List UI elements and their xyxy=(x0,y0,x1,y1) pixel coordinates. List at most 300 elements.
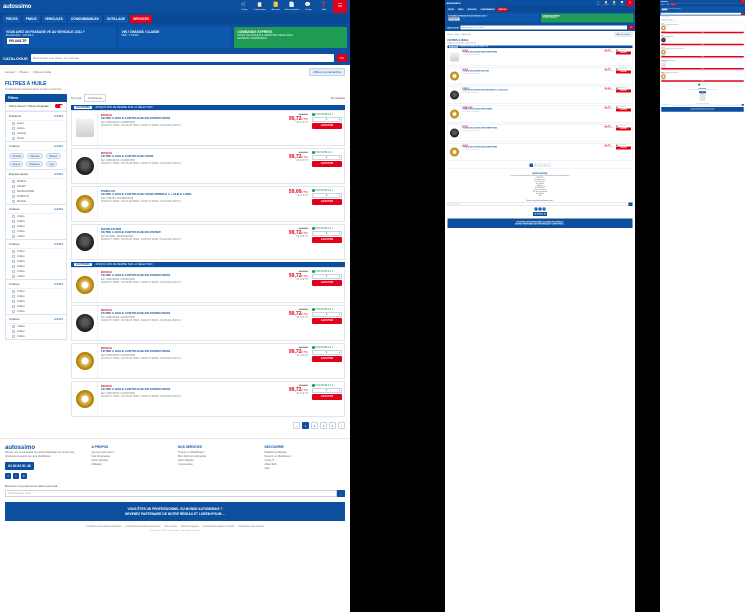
nav-item-pieces[interactable]: PIECES xyxy=(448,8,454,11)
facebook-icon[interactable]: f xyxy=(5,473,11,479)
footer-link[interactable]: Affiliation xyxy=(91,463,102,467)
checkbox[interactable] xyxy=(12,270,15,273)
nav-item-consommables[interactable]: CONSOMMABLES xyxy=(480,8,495,11)
pagination-next[interactable]: › xyxy=(338,422,345,429)
add-to-cart-button[interactable]: AJOUTER xyxy=(616,89,631,92)
product-brand: BOSCH xyxy=(101,384,112,389)
footer-phone[interactable]: 04 84 84 51 48 xyxy=(699,91,706,93)
product-row[interactable] xyxy=(71,343,345,379)
product-pricing xyxy=(595,68,615,85)
breadcrumb-item-accueil[interactable]: Accueil xyxy=(661,16,664,18)
qty-plus-icon[interactable]: + xyxy=(338,350,340,354)
product-row[interactable] xyxy=(71,224,345,260)
breadcrumb-item-pieces[interactable]: Pièces xyxy=(454,33,460,36)
footer-link[interactable]: Plateforme Réseau xyxy=(699,100,706,101)
linkedin-icon[interactable]: in xyxy=(543,208,545,210)
checkbox[interactable] xyxy=(12,290,15,293)
checkbox[interactable] xyxy=(12,190,15,193)
add-to-cart-button[interactable]: AJOUTER xyxy=(661,56,744,58)
pagination-page-4[interactable]: 4 xyxy=(544,164,545,167)
qty-plus-icon[interactable]: + xyxy=(338,155,340,159)
add-to-cart-button[interactable]: AJOUTER xyxy=(312,123,342,129)
pagination-page-3[interactable]: 3 xyxy=(539,164,541,167)
promo-card-express[interactable] xyxy=(541,14,634,23)
product-name[interactable]: FILTRE A HUILE CARTOUCHE EN PAPIER xyxy=(101,230,161,235)
old-price: 104,90 € xyxy=(298,346,308,350)
nav-item-services[interactable]: SERVICES xyxy=(130,15,152,23)
footer xyxy=(0,438,350,542)
legal-link[interactable]: Plan du site xyxy=(164,525,177,529)
add-to-cart-button[interactable]: AJOUTER xyxy=(616,108,631,111)
price-value: 99,72 xyxy=(288,154,302,161)
nav-item-outillage[interactable]: OUTILLAGE xyxy=(104,15,128,23)
newsletter-email-input[interactable]: Votre adresse email xyxy=(661,104,742,106)
add-to-cart-button[interactable]: AJOUTER xyxy=(312,394,342,400)
facet-option[interactable] xyxy=(6,199,66,204)
catalogue-search-input[interactable]: Rechercher une pièce, un véhicule... xyxy=(460,26,626,30)
facet-title: Critères xyxy=(9,282,20,287)
quantity-stepper[interactable] xyxy=(312,193,342,198)
qty-minus-icon[interactable]: - xyxy=(314,274,315,278)
forum-icon[interactable]: 💬 Forum xyxy=(620,0,624,6)
footer-link[interactable]: Mon Point à la demande xyxy=(532,191,548,193)
checkbox[interactable] xyxy=(12,137,15,140)
product-card[interactable] xyxy=(661,22,745,37)
pagination-prev[interactable]: ‹ xyxy=(293,422,300,429)
checkbox[interactable] xyxy=(12,235,15,238)
nav-item-vehicules[interactable]: VEHICULES xyxy=(467,8,477,11)
product-name[interactable]: FILTRE A HUILE CARTOUCHE EN PAPIER P9249 xyxy=(101,116,171,121)
qty-plus-icon[interactable]: + xyxy=(338,231,340,235)
product-thumbnail[interactable] xyxy=(72,268,98,302)
checkbox[interactable] xyxy=(12,330,15,333)
quantity-stepper[interactable] xyxy=(312,312,342,317)
footer-link[interactable]: Qui sommes-nous ? xyxy=(699,94,706,95)
pagination-page-2[interactable]: 2 xyxy=(535,164,536,167)
checkbox[interactable] xyxy=(12,260,15,263)
tablet-inner xyxy=(445,0,635,234)
twitter-icon[interactable]: t xyxy=(13,473,19,479)
nav-item-consommables[interactable]: CONSOMMABLES xyxy=(68,15,102,23)
facet-group-criteres-3 xyxy=(5,280,67,315)
product-thumbnail[interactable] xyxy=(72,149,98,183)
legal-link[interactable]: Conditions Générales d'utilisation xyxy=(86,525,122,529)
product-info xyxy=(461,106,595,123)
qty-plus-icon[interactable]: + xyxy=(338,117,340,121)
footer-social xyxy=(448,208,633,211)
footer-link[interactable]: Oyoty-IT xyxy=(264,459,275,463)
checkbox[interactable] xyxy=(12,335,15,338)
partner-cta-banner[interactable] xyxy=(5,502,345,521)
breadcrumb-item-pieces[interactable]: Pièces xyxy=(19,70,29,75)
quantity-stepper[interactable] xyxy=(312,155,342,160)
price-value: 99,72 xyxy=(288,311,302,318)
legal-link[interactable]: Conditions Générales de Service xyxy=(125,525,161,529)
quantity-stepper[interactable] xyxy=(312,117,342,122)
footer-link[interactable]: Devis Rapide xyxy=(536,193,544,195)
promo-card-vehicle[interactable] xyxy=(661,7,745,12)
promo-card-vehicle[interactable] xyxy=(3,27,116,48)
add-to-cart-button[interactable]: AJOUTER xyxy=(661,80,744,82)
qty-minus-icon[interactable]: - xyxy=(314,388,315,392)
add-to-cart-button[interactable]: AJOUTER xyxy=(661,68,744,70)
catalogue-search-button[interactable]: OK xyxy=(742,13,744,15)
add-to-cart-button[interactable]: AJOUTER xyxy=(312,280,342,286)
footer-link[interactable]: Commandes xyxy=(178,463,193,467)
catalogue-search-button[interactable]: OK xyxy=(337,54,347,62)
footer-link[interactable]: Qui sommes-nous ? xyxy=(91,451,115,455)
checkbox[interactable] xyxy=(12,220,15,223)
product-thumbnail[interactable] xyxy=(72,344,98,378)
product-name[interactable]: FILTRE A HUILE CARTOUCHE VISSE MODELE L + HUILE LONG xyxy=(462,89,508,91)
product-brand: BOSCH xyxy=(661,71,664,73)
checkbox[interactable] xyxy=(12,132,15,135)
nav-item-services[interactable]: SERVICES xyxy=(671,4,676,6)
add-to-cart-button[interactable]: AJOUTER xyxy=(312,161,342,167)
product-name[interactable]: FILTRE A HUILE CARTOUCHE EN PAPIER P9249 xyxy=(462,127,498,129)
product-name[interactable]: FILTRE A HUILE CARTOUCHE VISSE xyxy=(101,154,154,159)
footer-phone[interactable]: 04 84 84 51 48 xyxy=(534,213,546,215)
promo-card-express-btn[interactable]: DEVENIR COMMANDES xyxy=(542,17,557,19)
checkbox[interactable] xyxy=(12,195,15,198)
product-name[interactable]: FILTRE A HUILE CARTOUCHE EN PAPIER P9249 xyxy=(661,23,679,25)
footer-link[interactable]: Devis Rapide xyxy=(178,459,194,463)
chip[interactable]: Épaisseur xyxy=(26,161,43,167)
stock-status xyxy=(312,308,342,311)
stock-status xyxy=(312,189,342,192)
checkbox[interactable] xyxy=(12,265,15,268)
product-name[interactable]: FILTRE A HUILE CARTOUCHE EN PAPIER P9249 xyxy=(101,273,171,278)
pagination-next[interactable]: › xyxy=(705,84,706,86)
legal-link[interactable]: Mentions légales xyxy=(180,525,199,529)
facet-option[interactable] xyxy=(6,309,66,314)
pagination-page-4[interactable]: 4 xyxy=(329,422,336,429)
plate-field[interactable]: FR-043-TF xyxy=(6,37,30,45)
product-row[interactable] xyxy=(448,124,633,142)
catalogue-search-input[interactable]: Rechercher une pièce, un véhicule... xyxy=(31,54,334,62)
product-row[interactable] xyxy=(448,86,633,104)
product-row[interactable] xyxy=(448,48,633,66)
product-thumbnail[interactable] xyxy=(448,68,461,85)
product-name[interactable]: FILTRE A HUILE CARTOUCHE EN PAPIER P9249 xyxy=(462,146,498,148)
newsletter-email-input[interactable]: Votre adresse email xyxy=(448,203,629,207)
forum-icon[interactable]: 💬 Forum xyxy=(304,1,312,11)
footer-link[interactable]: Nos Partenaires xyxy=(700,95,705,96)
product-row[interactable] xyxy=(71,148,345,184)
product-row[interactable] xyxy=(448,105,633,123)
qty-minus-icon[interactable]: - xyxy=(314,193,315,197)
chevron-up-icon[interactable]: \u2303 xyxy=(53,172,63,177)
checkbox[interactable] xyxy=(12,122,15,125)
menu-icon[interactable]: ☰ xyxy=(741,0,744,3)
facet-row-criteres-1[interactable] xyxy=(6,205,66,214)
product-thumbnail[interactable] xyxy=(72,187,98,221)
legal-link[interactable]: Paramètres des cookies xyxy=(238,525,264,529)
nav-item-vehicules[interactable]: VEHICULES xyxy=(42,15,66,23)
checkbox[interactable] xyxy=(12,225,15,228)
footer-link[interactable]: Nos Partenaires xyxy=(91,455,111,459)
checkbox[interactable] xyxy=(12,305,15,308)
pagination-page-2[interactable]: 2 xyxy=(701,84,702,86)
checkbox[interactable] xyxy=(12,180,15,183)
footer-link[interactable]: Nous rejoindre xyxy=(91,459,109,463)
aide-icon[interactable]: ❓ Aide xyxy=(320,1,328,11)
add-to-cart-button[interactable]: AJOUTER xyxy=(312,199,342,205)
checkbox[interactable] xyxy=(12,275,15,278)
chevron-up-icon[interactable]: \u2303 xyxy=(53,207,63,212)
quantity-stepper[interactable] xyxy=(312,350,342,355)
qty-minus-icon[interactable]: - xyxy=(314,312,315,316)
product-thumbnail[interactable] xyxy=(448,144,461,161)
linkedin-icon[interactable]: in xyxy=(22,474,26,479)
product-row[interactable] xyxy=(448,143,633,161)
product-row[interactable] xyxy=(71,305,345,341)
pagination-page-2[interactable]: 2 xyxy=(311,422,318,429)
newsletter-email-input[interactable]: Votre adresse email xyxy=(5,490,337,497)
breadcrumb-item-accueil[interactable]: Accueil xyxy=(5,70,15,75)
product-row[interactable] xyxy=(71,381,345,417)
product-name[interactable]: FILTRE A HUILE CARTOUCHE EN PAPIER P9249 xyxy=(462,51,498,53)
quantity-stepper[interactable] xyxy=(312,388,342,393)
facet-row-positions[interactable] xyxy=(6,112,66,121)
facet-row-criteres-3[interactable] xyxy=(6,280,66,289)
footer-link[interactable]: Trouver un Distributeur xyxy=(178,451,205,455)
qty-plus-icon[interactable]: + xyxy=(338,193,340,197)
newsletter-submit-button[interactable]: › xyxy=(742,104,743,106)
chip[interactable]: Diamètre xyxy=(27,153,43,159)
cta-line-2: DEVENEZ PARTENAIRE DE NOTRE RÉSEAU ET LOREM IPSUM ... xyxy=(125,511,225,516)
footer-link[interactable]: Aide xyxy=(264,467,270,471)
footer-link[interactable]: Mon Point à la demande xyxy=(178,455,207,459)
product-thumbnail[interactable] xyxy=(448,125,461,142)
panier-label: Panier xyxy=(596,3,600,6)
chip[interactable]: Largeur xyxy=(9,161,23,167)
footer-link[interactable]: Aide xyxy=(538,195,542,197)
breadcrumb xyxy=(0,65,350,79)
stock-dot-icon xyxy=(312,189,315,192)
facet-option[interactable] xyxy=(6,274,66,279)
product-row[interactable] xyxy=(448,67,633,85)
checkbox[interactable] xyxy=(12,250,15,253)
qty-minus-icon[interactable]: - xyxy=(314,155,315,159)
refine-search-button[interactable]: Affiner ma recherche xyxy=(616,33,631,36)
facet-option[interactable] xyxy=(6,334,66,339)
product-card[interactable] xyxy=(661,71,745,83)
product-name[interactable]: FILTRE A HUILE CARTOUCHE EN PAPIER xyxy=(661,60,677,62)
product-buy-block xyxy=(310,187,344,221)
checkbox[interactable] xyxy=(12,185,15,188)
chevron-up-icon[interactable]: \u2303 xyxy=(53,317,63,322)
promo-card-vehicle[interactable] xyxy=(447,14,540,23)
qty-minus-icon[interactable]: - xyxy=(314,117,315,121)
aide-icon[interactable]: ❓ xyxy=(737,0,740,3)
add-to-cart-button[interactable]: AJOUTER xyxy=(616,146,631,149)
product-thumbnail[interactable] xyxy=(72,111,98,145)
footer-link[interactable]: Nos Partenaires xyxy=(535,181,545,183)
product-row[interactable] xyxy=(71,186,345,222)
facet-row-criteres-chips[interactable] xyxy=(6,142,66,151)
chevron-up-icon[interactable]: \u2303 xyxy=(53,242,63,247)
menu-icon[interactable]: ☰ xyxy=(627,0,634,7)
checkbox[interactable] xyxy=(12,255,15,258)
price-ht: 83,10 € HT xyxy=(296,160,308,163)
pagination-page-1[interactable]: 1 xyxy=(698,84,700,86)
pagination-page-1[interactable]: 1 xyxy=(302,422,309,429)
product-name[interactable]: FILTRE A HUILE CARTOUCHE VISSE MODELE L + HUILE LONG xyxy=(661,48,684,50)
promo-card-express[interactable] xyxy=(234,27,347,48)
chevron-up-icon[interactable]: \u2303 xyxy=(53,282,63,287)
checkbox[interactable] xyxy=(12,127,15,130)
checkbox[interactable] xyxy=(12,300,15,303)
checkbox[interactable] xyxy=(12,200,15,203)
add-to-cart-button[interactable]: AJOUTER xyxy=(661,44,744,46)
newsletter-submit-button[interactable]: › xyxy=(337,490,345,497)
checkbox[interactable] xyxy=(12,310,15,313)
pagination-page-3[interactable]: 3 xyxy=(320,422,327,429)
product-thumbnail[interactable] xyxy=(448,106,461,123)
legal-link[interactable]: Informations légales & crédits xyxy=(202,525,235,529)
qty-plus-icon[interactable]: + xyxy=(338,274,340,278)
catalogue-search-button[interactable]: OK xyxy=(629,26,632,29)
product-name[interactable]: FILTRE A HUILE CARTOUCHE VISSE MODELE L + HUILE LONG xyxy=(101,192,192,197)
chip[interactable]: Hauteur xyxy=(46,153,61,159)
add-to-cart-button[interactable]: AJOUTER xyxy=(616,70,631,73)
panier-icon[interactable]: 🛒 xyxy=(733,0,736,3)
footer-link[interactable]: Qui sommes-nous ? xyxy=(534,179,546,181)
footer-link[interactable]: Trouver un Distributeur xyxy=(533,189,547,191)
add-to-cart-button[interactable]: AJOUTER xyxy=(616,127,631,130)
nav-item-pneus[interactable]: PNEUS xyxy=(666,4,670,6)
product-row[interactable] xyxy=(71,110,345,146)
footer-link[interactable]: Allied SAS xyxy=(264,463,277,467)
product-name[interactable]: FILTRE A HUILE CARTOUCHE EN PAPIER P9249 xyxy=(101,311,171,316)
add-to-cart-button[interactable]: AJOUTER xyxy=(312,237,342,243)
toggle-switch-piece-neuve[interactable] xyxy=(55,104,63,108)
commandes-icon[interactable]: 📋 Commandes xyxy=(602,0,610,6)
twitter-icon[interactable]: t xyxy=(539,208,541,210)
product-brand: BOSCH xyxy=(661,23,664,24)
commandes-icon[interactable]: 📋 Commandes xyxy=(253,1,267,11)
price-ht: 83,10 € HT xyxy=(296,279,308,282)
refine-search-button[interactable]: Affiner ma recherche xyxy=(309,68,345,76)
annuaire-icon[interactable]: 📒 Annuaire xyxy=(271,1,281,11)
nav-item-pneus[interactable]: PNEUS xyxy=(457,8,464,11)
facet-option-label: Critère xyxy=(17,255,25,259)
newsletter-submit-button[interactable]: › xyxy=(630,203,631,206)
qty-plus-icon[interactable]: + xyxy=(338,388,340,392)
footer-phone[interactable]: 04 84 84 51 48 xyxy=(5,462,34,470)
nav-item-services[interactable]: SERVICES xyxy=(498,8,507,11)
promo-card-vin-sub: REF : 1T/2022 xyxy=(121,34,139,37)
qty-plus-icon[interactable]: + xyxy=(338,312,340,316)
qty-minus-icon[interactable]: - xyxy=(314,350,315,354)
promo-card-vin[interactable] xyxy=(119,27,232,48)
logo[interactable] xyxy=(3,4,31,10)
product-reference: Réf. 0451103316 • F026407065 xyxy=(661,37,670,38)
footer-link[interactable]: Mon Point à la demande xyxy=(698,98,707,99)
facet-option-label: Critère xyxy=(17,295,25,299)
footer-link[interactable]: Plateforme Réseau xyxy=(264,451,287,455)
checkbox[interactable] xyxy=(12,325,15,328)
quantity-stepper[interactable] xyxy=(312,274,342,279)
chip[interactable]: Type xyxy=(46,161,57,167)
partner-cta-banner[interactable] xyxy=(448,219,633,228)
nav-item-pneus[interactable]: PNEUS xyxy=(23,15,40,23)
product-name[interactable]: FILTRE A HUILE CARTOUCHE EN PAPIER P9249 xyxy=(661,72,679,74)
documentation-icon[interactable]: 📄 Documentation xyxy=(284,1,300,11)
product-name[interactable]: FILTRE A HUILE CARTOUCHE VISSE xyxy=(462,70,489,72)
facet-row-criteres-2[interactable] xyxy=(6,240,66,249)
add-to-cart-button[interactable]: AJOUTER xyxy=(312,318,342,324)
panier-icon[interactable]: 🛒 Panier xyxy=(596,0,600,6)
footer-link[interactable]: Trouver un Distributeur xyxy=(699,97,706,98)
add-to-cart-button[interactable]: AJOUTER xyxy=(312,356,342,362)
chevron-up-icon[interactable]: \u2303 xyxy=(53,114,63,119)
catalogue-search-input[interactable]: Rechercher une pièce, un véhicule... xyxy=(661,13,741,15)
add-to-cart-button[interactable]: AJOUTER xyxy=(616,51,631,54)
product-thumbnail[interactable] xyxy=(72,306,98,340)
footer-link[interactable]: Devenir un Distributeur xyxy=(264,455,292,459)
plate-field[interactable]: FR-043-TF xyxy=(449,18,459,20)
facet-option[interactable] xyxy=(6,234,66,239)
product-brand: PURFLUX xyxy=(462,87,470,90)
pagination-next[interactable]: › xyxy=(548,164,550,167)
product-thumbnail[interactable] xyxy=(72,382,98,416)
product-name[interactable]: FILTRE A HUILE CARTOUCHE EN PAPIER P9249 xyxy=(101,349,171,354)
product-brand: BOSCH xyxy=(101,151,112,156)
facebook-icon[interactable]: f xyxy=(535,208,537,210)
plate-field[interactable]: FR-043-TF xyxy=(662,9,667,10)
product-thumbnail[interactable] xyxy=(448,49,461,66)
product-info xyxy=(98,306,270,340)
qty-minus-icon[interactable]: - xyxy=(314,231,315,235)
checkbox[interactable] xyxy=(12,215,15,218)
chevron-up-icon[interactable]: \u2303 xyxy=(53,144,63,149)
promo-card-express-btn[interactable]: DEVENIR COMMANDES xyxy=(237,37,267,41)
product-name[interactable]: FILTRE A HUILE CARTOUCHE EN PAPIER xyxy=(462,108,493,110)
nav-item-pieces[interactable]: PIECES xyxy=(3,15,21,23)
product-name[interactable]: FILTRE A HUILE CARTOUCHE EN PAPIER P9249 xyxy=(101,387,171,392)
facet-row-criteres-4[interactable] xyxy=(6,315,66,324)
facet-row-equipementier[interactable] xyxy=(6,170,66,179)
product-row[interactable] xyxy=(71,267,345,303)
product-pricing xyxy=(595,49,615,66)
quantity-stepper[interactable] xyxy=(312,231,342,236)
checkbox[interactable] xyxy=(12,230,15,233)
product-info xyxy=(461,144,595,161)
product-thumbnail[interactable] xyxy=(448,87,461,104)
product-card[interactable] xyxy=(661,59,745,71)
breadcrumb-item-accueil[interactable]: Accueil xyxy=(447,33,453,36)
sort-select[interactable]: Pertinence xyxy=(84,94,105,102)
pagination-page-3[interactable]: 3 xyxy=(703,84,704,86)
add-to-cart-button[interactable]: AJOUTER xyxy=(661,32,744,34)
stock-dot-icon xyxy=(312,270,315,273)
footer-link[interactable]: Affiliation xyxy=(537,185,543,187)
annuaire-icon[interactable]: 📒 Annuaire xyxy=(611,0,617,6)
footer-link[interactable]: Nous rejoindre xyxy=(535,183,545,185)
panier-icon[interactable]: 🛒 Panier xyxy=(240,1,248,11)
nav-item-pieces[interactable]: PIECES xyxy=(661,4,665,6)
menu-icon[interactable]: ☰ xyxy=(333,0,347,13)
facet-option[interactable] xyxy=(6,136,66,141)
pagination-page-1[interactable]: 1 xyxy=(530,164,532,167)
product-name[interactable]: FILTRE A HUILE CARTOUCHE VISSE xyxy=(661,35,675,37)
chip[interactable]: Contrôle xyxy=(9,153,24,159)
checkbox[interactable] xyxy=(12,295,15,298)
facet-row-piece-neuve[interactable] xyxy=(6,102,66,111)
product-thumbnail[interactable] xyxy=(72,225,98,259)
